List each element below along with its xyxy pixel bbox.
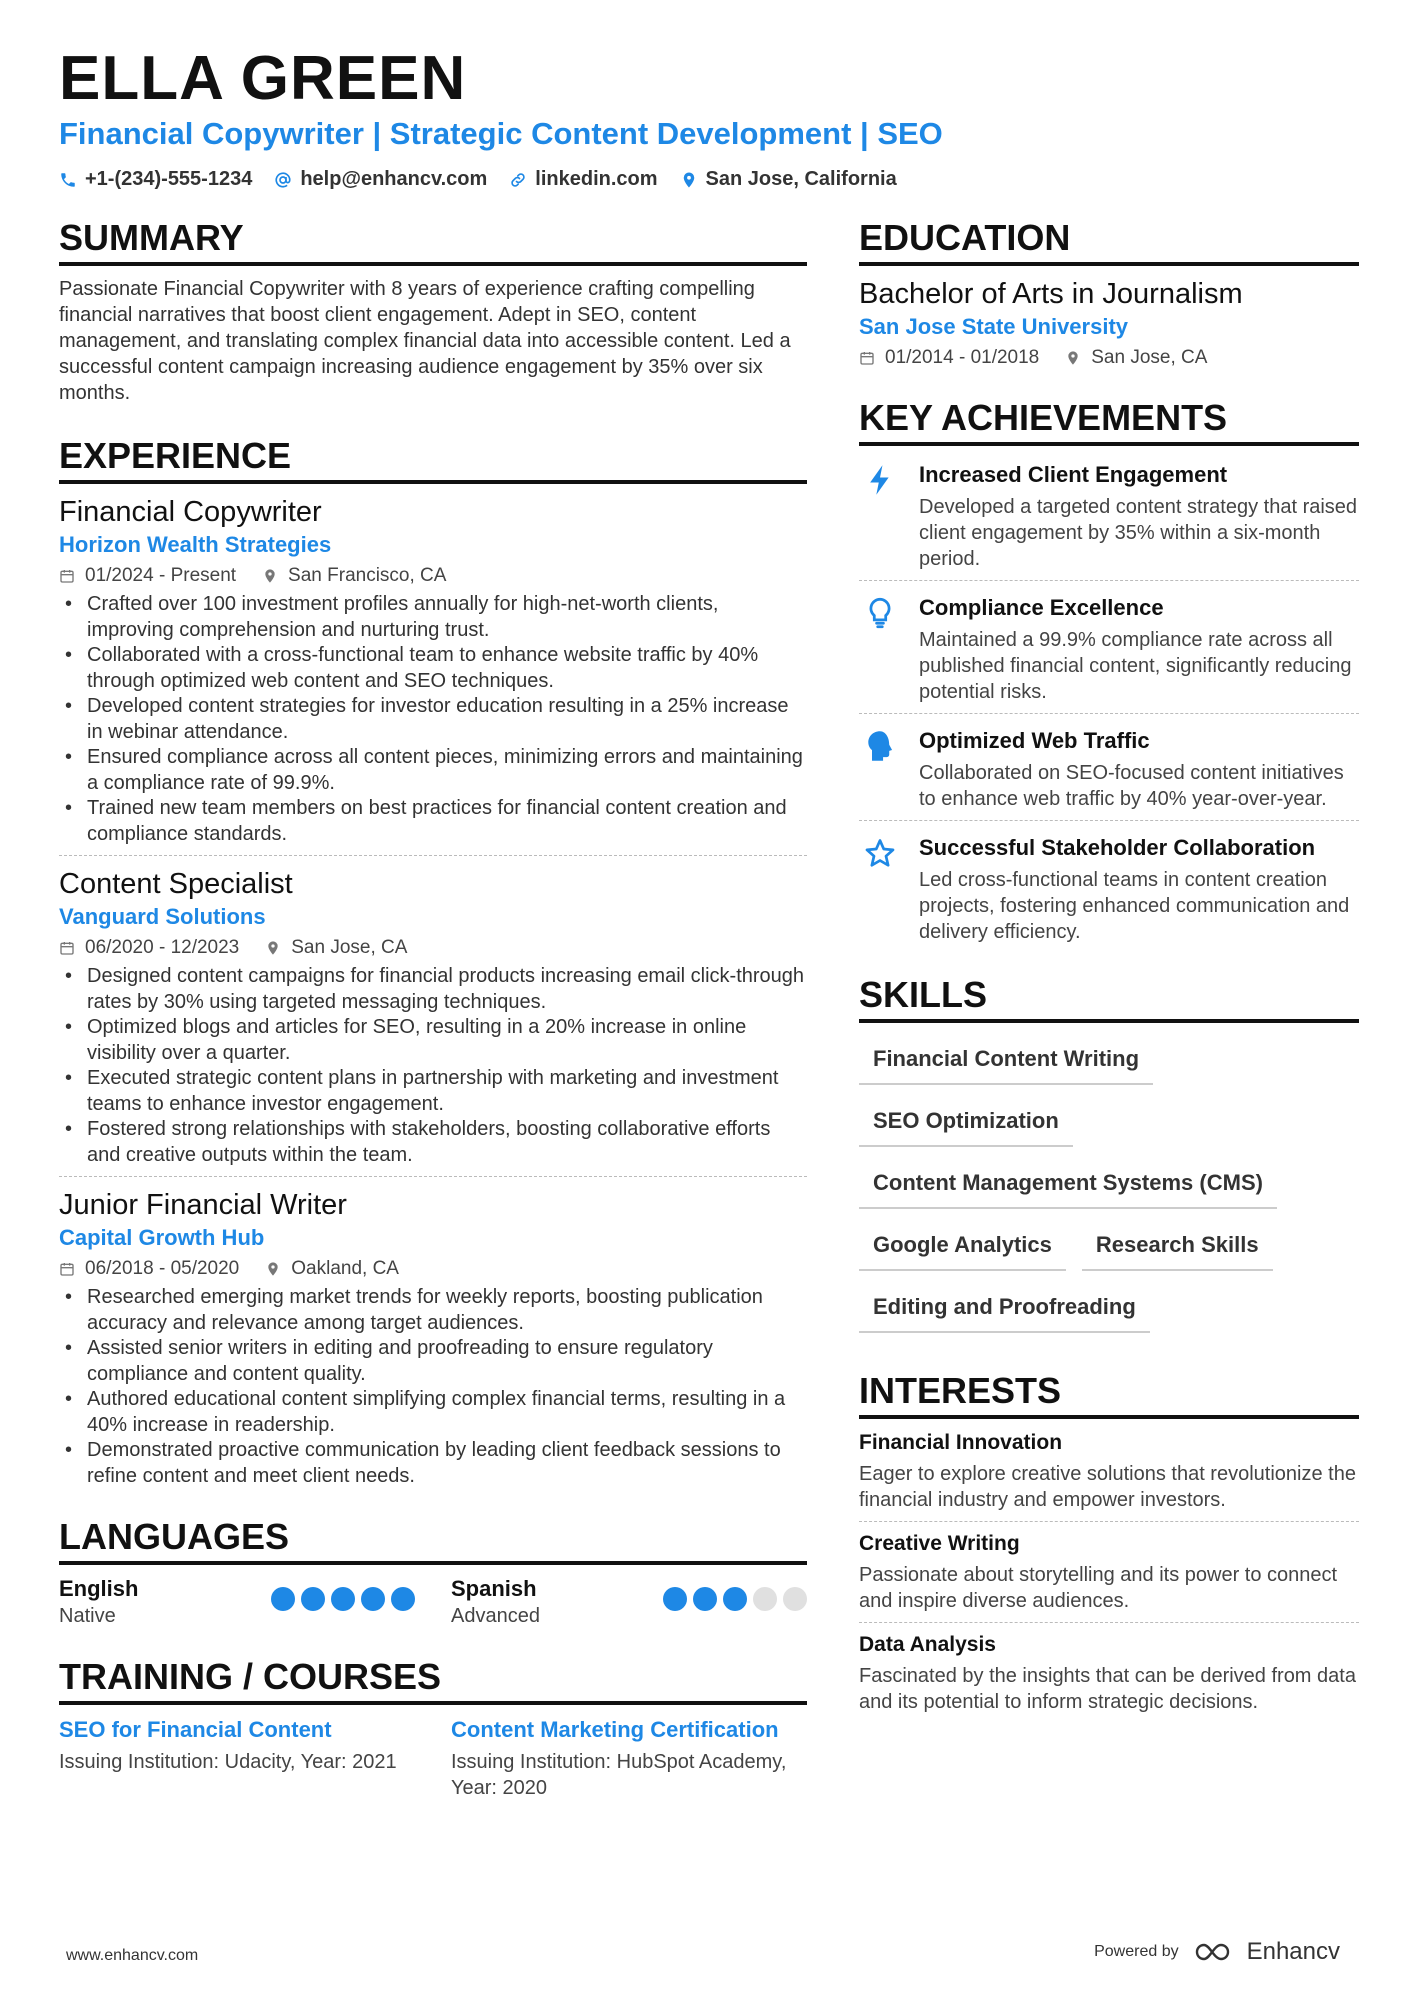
job-location-text: San Jose, CA: [291, 937, 408, 958]
map-pin-icon: [262, 568, 278, 584]
map-pin-icon: [265, 940, 281, 956]
training-desc: Issuing Institution: Udacity, Year: 2021: [59, 1751, 397, 1773]
powered-by-text: Powered by: [1094, 1943, 1179, 1960]
at-icon: [274, 171, 292, 189]
calendar-icon: [859, 350, 875, 366]
contact-bar: [59, 168, 897, 191]
job-title: Financial Copywriter: [59, 496, 322, 528]
rating-dot-filled: [301, 1587, 325, 1611]
rating-dot-empty: [753, 1587, 777, 1611]
rating-dot-filled: [693, 1587, 717, 1611]
achievement-title: Optimized Web Traffic: [919, 728, 1150, 753]
skill-tag: SEO Optimization: [859, 1095, 1073, 1147]
skill-tag: Google Analytics: [859, 1219, 1066, 1271]
job-title: Content Specialist: [59, 868, 293, 900]
achievement-item: [859, 589, 1359, 714]
achievement-desc: Maintained a 99.9% compliance rate across all published financial content, significantly reducing potential risks.: [919, 629, 1352, 703]
job-bullet: • Fostered strong relationships with stakeholders, boosting collaborative efforts and creative outputs within the team.: [59, 1117, 807, 1168]
lightbulb-icon: [859, 593, 901, 705]
map-pin-icon: [1065, 350, 1081, 366]
achievement-body: [919, 593, 1359, 705]
summary-text: Passionate Financial Copywriter with 8 years of experience crafting compelling financial narratives that boost client engagement. Adept in SEO, content management, and translating complex financial data into accessible content. Led a successful content campaign increasing audience engagement by 35% over six months.: [59, 278, 791, 404]
education-degree: Bachelor of Arts in Journalism: [859, 278, 1243, 310]
job-bullet: • Assisted senior writers in editing and proofreading to ensure regulatory compliance and content quality.: [59, 1336, 807, 1387]
education-meta: [859, 344, 1359, 372]
candidate-name: ELLA GREEN: [59, 44, 467, 113]
lightning-icon: [859, 460, 901, 572]
language-name: English: [59, 1576, 139, 1601]
job-bullet: • Executed strategic content plans in partnership with marketing and investment teams to enhance investor engagement.: [59, 1066, 807, 1117]
job-bullet: • Authored educational content simplifying complex financial terms, resulting in a 40% increase in readership.: [59, 1387, 807, 1438]
job-bullet: • Designed content campaigns for financial products increasing email click-through rates by 30% using targeted messaging techniques.: [59, 964, 807, 1015]
language-rating: [663, 1587, 807, 1611]
job-company[interactable]: Capital Growth Hub: [59, 1225, 265, 1250]
achievement-title: Compliance Excellence: [919, 595, 1164, 620]
calendar-icon: [59, 568, 75, 584]
job-meta: [59, 1255, 807, 1283]
interest-item: [859, 1631, 1359, 1723]
rating-dot-empty: [783, 1587, 807, 1611]
rating-dot-filled: [663, 1587, 687, 1611]
experience-heading: EXPERIENCE: [59, 434, 807, 484]
contact-phone[interactable]: [59, 168, 252, 191]
job-dates-text: 06/2020 - 12/2023: [85, 937, 240, 958]
education-school: San Jose State University: [859, 314, 1129, 339]
job-bullet: • Ensured compliance across all content pieces, minimizing errors and maintaining a compliance rate of 99.9%.: [59, 745, 807, 796]
job-dates-text: 06/2018 - 05/2020: [85, 1258, 240, 1279]
map-pin-icon: [265, 1261, 281, 1277]
achievement-title: Successful Stakeholder Collaboration: [919, 835, 1316, 860]
job-bullet: • Optimized blogs and articles for SEO, resulting in a 20% increase in online visibility over a quarter.: [59, 1015, 807, 1066]
skills-list: [859, 1033, 1359, 1343]
language-level: Advanced: [451, 1605, 540, 1627]
training-title[interactable]: Content Marketing Certification: [451, 1717, 779, 1742]
enhancv-logo-icon: [1193, 1940, 1239, 1964]
email-text: help@enhancv.com: [300, 168, 488, 190]
job-bullet: • Developed content strategies for investor education resulting in a 25% increase in webinar attendance.: [59, 694, 807, 745]
job-bullets: [59, 964, 807, 1168]
languages-heading: LANGUAGES: [59, 1515, 807, 1565]
training-desc: Issuing Institution: HubSpot Academy, Year: 2020: [451, 1751, 787, 1799]
achievement-item: [859, 829, 1359, 953]
rating-dot-filled: [271, 1587, 295, 1611]
education-dates: 01/2014 - 01/2018: [859, 344, 1039, 372]
candidate-tagline: Financial Copywriter | Strategic Content Development | SEO: [59, 116, 943, 151]
job-location: [265, 934, 407, 962]
interests-list: [859, 1429, 1359, 1723]
rating-dot-filled: [391, 1587, 415, 1611]
rating-dot-filled: [361, 1587, 385, 1611]
footer-branding: [1094, 1938, 1340, 1966]
link-icon: [509, 171, 527, 189]
language-item: [451, 1575, 807, 1629]
languages-list: [59, 1575, 807, 1629]
job-bullet: • Demonstrated proactive communication by leading client feedback sessions to refine content and meet client needs.: [59, 1438, 807, 1489]
training-list: [59, 1715, 807, 1801]
footer-website[interactable]: www.enhancv.com: [66, 1947, 199, 1964]
contact-location: [680, 168, 897, 191]
training-item: [59, 1715, 415, 1801]
achievement-body: [919, 460, 1359, 572]
experience-entry: [59, 866, 807, 1177]
job-location-text: Oakland, CA: [291, 1258, 399, 1279]
achievement-item: [859, 456, 1359, 581]
calendar-icon: [59, 940, 75, 956]
left-column: [59, 216, 807, 1801]
training-heading: TRAINING / COURSES: [59, 1655, 807, 1705]
skills-heading: SKILLS: [859, 973, 1359, 1023]
job-dates: [59, 1255, 239, 1283]
head-icon: [859, 726, 901, 812]
job-location: [265, 1255, 399, 1283]
language-level: Native: [59, 1605, 116, 1627]
achievement-item: [859, 722, 1359, 821]
interest-desc: Passionate about storytelling and its power to connect and inspire diverse audiences.: [859, 1564, 1338, 1612]
education-heading: EDUCATION: [859, 216, 1359, 266]
achievements-list: [859, 456, 1359, 953]
job-title: Junior Financial Writer: [59, 1189, 347, 1221]
job-company[interactable]: Vanguard Solutions: [59, 904, 266, 929]
skill-tag: Content Management Systems (CMS): [859, 1157, 1277, 1209]
interests-heading: INTERESTS: [859, 1369, 1359, 1419]
training-item: [451, 1715, 807, 1801]
job-bullet: • Collaborated with a cross-functional team to enhance website traffic by 40% through optimized web content and SEO techniques.: [59, 643, 807, 694]
achievement-desc: Led cross-functional teams in content creation projects, fostering enhanced communication and delivery efficiency.: [919, 869, 1350, 943]
language-rating: [271, 1587, 415, 1611]
language-info: [59, 1575, 138, 1629]
job-bullets: [59, 592, 807, 847]
star-icon: [859, 833, 901, 945]
contact-linkedin[interactable]: [509, 168, 657, 191]
map-pin-icon: [680, 171, 698, 189]
language-name: Spanish: [451, 1576, 537, 1601]
job-dates: [59, 934, 239, 962]
phone-icon: [59, 171, 77, 189]
training-title[interactable]: SEO for Financial Content: [59, 1717, 332, 1742]
interest-desc: Eager to explore creative solutions that revolutionize the financial industry and empower investors.: [859, 1463, 1356, 1511]
experience-list: [59, 494, 807, 1497]
rating-dot-filled: [723, 1587, 747, 1611]
summary-heading: SUMMARY: [59, 216, 807, 266]
achievements-heading: KEY ACHIEVEMENTS: [859, 396, 1359, 446]
achievement-title: Increased Client Engagement: [919, 462, 1228, 487]
linkedin-text: linkedin.com: [535, 168, 658, 190]
job-dates: [59, 562, 236, 590]
job-bullet: • Crafted over 100 investment profiles annually for high-net-worth clients, improving comprehension and nurturing trust.: [59, 592, 807, 643]
language-info: [451, 1575, 540, 1629]
job-meta: [59, 934, 807, 962]
skill-tag: Editing and Proofreading: [859, 1281, 1150, 1333]
interest-item: [859, 1429, 1359, 1522]
interest-title: Financial Innovation: [859, 1431, 1063, 1454]
education-location: San Jose, CA: [1065, 344, 1207, 372]
job-meta: [59, 562, 807, 590]
location-text: San Jose, California: [705, 168, 897, 190]
achievement-body: [919, 726, 1359, 812]
job-bullets: [59, 1285, 807, 1489]
enhancv-logo[interactable]: Enhancv: [1193, 1938, 1340, 1966]
job-dates-text: 01/2024 - Present: [85, 565, 237, 586]
interest-desc: Fascinated by the insights that can be derived from data and its potential to inform strategic decisions.: [859, 1665, 1356, 1713]
calendar-icon: [59, 1261, 75, 1277]
experience-entry: [59, 494, 807, 856]
skill-tag: Research Skills: [1082, 1219, 1273, 1271]
experience-entry: [59, 1187, 807, 1497]
job-company[interactable]: Horizon Wealth Strategies: [59, 532, 332, 557]
job-bullet: • Researched emerging market trends for weekly reports, boosting publication accuracy and relevance among target audiences.: [59, 1285, 807, 1336]
rating-dot-filled: [331, 1587, 355, 1611]
interest-item: [859, 1530, 1359, 1623]
achievement-body: [919, 833, 1359, 945]
contact-email[interactable]: [274, 168, 487, 191]
phone-text: +1-(234)-555-1234: [85, 168, 253, 190]
interest-title: Data Analysis: [859, 1633, 996, 1656]
right-column: [859, 216, 1359, 1731]
job-bullet: • Trained new team members on best practices for financial content creation and compliance standards.: [59, 796, 807, 847]
job-location: [262, 562, 446, 590]
skill-tag: Financial Content Writing: [859, 1033, 1153, 1085]
achievement-desc: Developed a targeted content strategy that raised client engagement by 35% within a six-month period.: [919, 496, 1358, 570]
interest-title: Creative Writing: [859, 1532, 1020, 1555]
job-location-text: San Francisco, CA: [288, 565, 447, 586]
achievement-desc: Collaborated on SEO-focused content initiatives to enhance web traffic by 40% year-over-year.: [919, 762, 1344, 810]
language-item: [59, 1575, 415, 1629]
education-entry: [859, 276, 1359, 372]
